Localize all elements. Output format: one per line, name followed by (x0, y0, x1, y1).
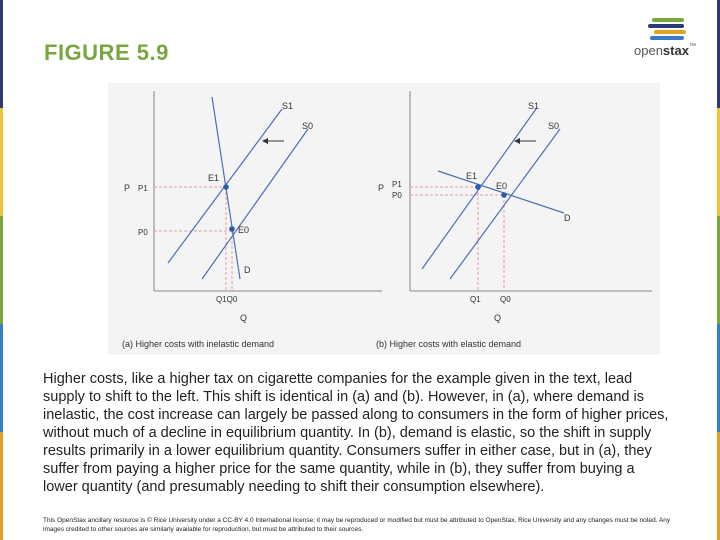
panel-a-axis-p-label: P (124, 183, 131, 193)
panel-b-s0-label: S0 (548, 121, 560, 131)
license-footer: This OpenStax ancillary resource is © Rice University under a CC-BY 4.0 International license; it may be reproduced or modified but must be attributed to OpenStax, Rice University and any changes must be noted. Any images credited to other sources are similarly available for reproduction, but must be attributed to their sources. (43, 517, 671, 533)
panel-b-q1-label: Q1 (470, 295, 481, 304)
panel-a-e1-label: E1 (208, 173, 220, 183)
panel-b-p0-label: P0 (392, 191, 402, 200)
panel-a-d-label: D (244, 265, 251, 275)
figure-caption: Higher costs, like a higher tax on cigarette companies for the example given in the text, lead supply to shift to the left. This shift is identical in (a) and (b). However, in (a), where demand is inelastic, the cost increase can largely be passed along to consumers in the form of higher prices, without much of a decline in equilibrium quantity. In (b), demand is elastic, so the shift in supply results primarily in a lower equilibrium quantity. Consumers suffer in either case, but in (a), they suffer from paying a higher price for the same quantity, while in (b), they suffer from buying a lower quantity (and presumably needing to shift their consumption elsewhere). (43, 371, 669, 495)
logo-mark: ™ (688, 43, 696, 50)
slide-title: FIGURE 5.9 (44, 40, 169, 65)
panel-b-axis-q-label: Q (494, 313, 502, 323)
panel-a-e0-label: E0 (238, 225, 250, 235)
panel-b-d-curve (438, 171, 564, 213)
panel-b-caption: (b) Higher costs with elastic demand (376, 339, 522, 349)
panel-a-p1-label: P1 (138, 184, 148, 193)
panel-a-e0-point (229, 226, 235, 232)
panel-b-s1-label: S1 (528, 101, 540, 111)
book-stack-icon (634, 16, 704, 42)
panel-b-e1-label: E1 (466, 171, 478, 181)
panel-a-q-label: Q1Q0 (216, 295, 238, 304)
panel-b-e0-label: E0 (496, 181, 508, 191)
logo-suffix: stax (662, 43, 689, 58)
panel-b-axis-p-label: P (378, 183, 385, 193)
panel-a-s1-label: S1 (282, 101, 294, 111)
panel-a-axis-q-label: Q (240, 313, 248, 323)
panel-b-d-label: D (564, 213, 571, 223)
panel-a-caption: (a) Higher costs with inelastic demand (122, 339, 275, 349)
figure-panel (108, 83, 660, 355)
panel-b-e1-point (475, 184, 481, 190)
openstax-logo (634, 16, 704, 66)
panel-a-e1-point (223, 184, 229, 190)
panel-b (376, 91, 652, 349)
panel-b-e0-point (501, 192, 507, 198)
panel-a-s0-label: S0 (302, 121, 314, 131)
supply-demand-diagram (108, 83, 660, 355)
panel-a-s0-curve (202, 129, 308, 279)
logo-wordmark (634, 43, 696, 58)
logo-prefix: open (634, 43, 663, 58)
panel-b-q0-label: Q0 (500, 295, 511, 304)
panel-a-p0-label: P0 (138, 228, 148, 237)
panel-b-p1-label: P1 (392, 180, 402, 189)
panel-a-shift-arrowhead (262, 138, 268, 144)
panel-a (122, 91, 385, 349)
